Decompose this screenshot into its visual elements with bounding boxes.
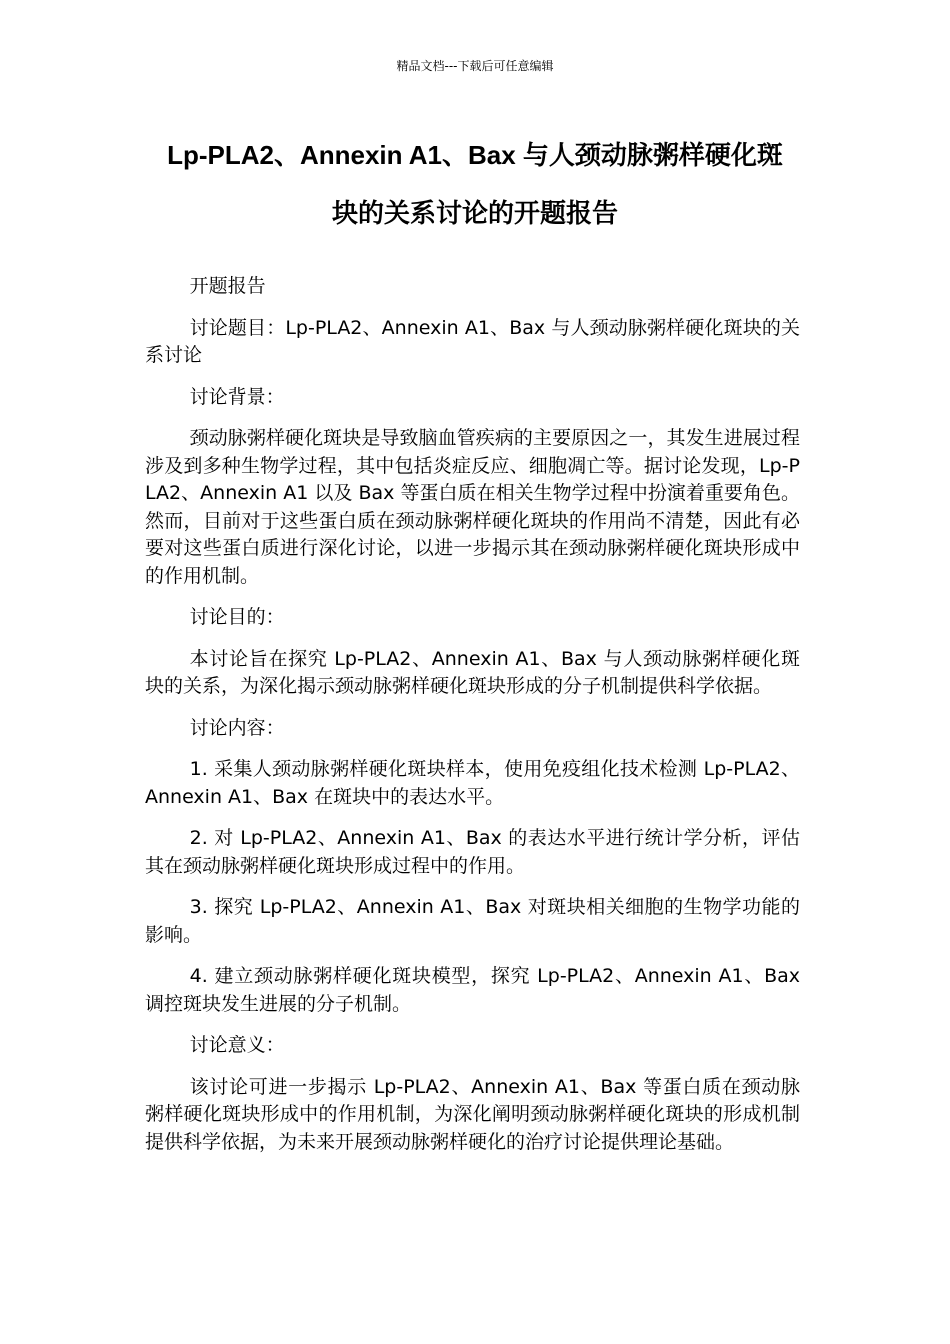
- purpose-paragraph: 本讨论旨在探究 Lp-PLA2、Annexin A1、Bax 与人颈动脉粥样硬化斑块的关系，为深化揭示颈动脉粥样硬化斑块形成的分子机制提供科学依据。: [145, 647, 800, 697]
- topic-paragraph: 讨论题目：Lp-PLA2、Annexin A1、Bax 与人颈动脉粥样硬化斑块的关系讨论: [145, 316, 800, 366]
- background-paragraph: 颈动脉粥样硬化斑块是导致脑血管疾病的主要原因之一，其发生进展过程涉及到多种生物学过程，其中包括炎症反应、细胞凋亡等。据讨论发现，Lp-PLA2、Annexin A1 以及 Bax 等蛋白质在相关生物学过程中扮演着重要角色。然而，目前对于这些蛋白质在颈动脉粥样硬化斑块的作用尚不清楚，因此有必要对这些蛋白质进行深化讨论，以进一步揭示其在颈动脉粥样硬化斑块形成中的作用机制。: [145, 427, 800, 587]
- section-heading-significance: 讨论意义：: [189, 1034, 285, 1056]
- content-item-4: 4. 建立颈动脉粥样硬化斑块模型，探究 Lp-PLA2、Annexin A1、Bax 调控斑块发生进展的分子机制。: [145, 965, 800, 1015]
- document-body: [145, 273, 800, 1170]
- section-heading-background: 讨论背景：: [189, 385, 285, 408]
- content-item-3: 3. 探究 Lp-PLA2、Annexin A1、Bax 对斑块相关细胞的生物学功能的影响。: [145, 896, 800, 946]
- document-title-line-1: Lp-PLA2、Annexin A1、Bax 与人颈动脉粥样硬化斑: [167, 140, 783, 170]
- section-heading-purpose: 讨论目的：: [189, 606, 285, 628]
- section-label-report: 开题报告: [189, 275, 266, 297]
- section-heading-content: 讨论内容：: [189, 716, 285, 739]
- content-item-2: 2. 对 Lp-PLA2、Annexin A1、Bax 的表达水平进行统计学分析，评估其在颈动脉粥样硬化斑块形成过程中的作用。: [145, 827, 800, 877]
- content-item-1: 1. 采集人颈动脉粥样硬化斑块样本，使用免疫组化技术检测 Lp-PLA2、Annexin A1、Bax 在斑块中的表达水平。: [145, 758, 800, 808]
- document-title-line-2: 块的关系讨论的开题报告: [331, 198, 618, 228]
- significance-paragraph: 该讨论可进一步揭示 Lp-PLA2、Annexin A1、Bax 等蛋白质在颈动脉粥样硬化斑块形成中的作用机制，为深化阐明颈动脉粥样硬化斑块的形成机制提供科学依据，为未来开展颈动脉粥样硬化的治疗讨论提供理论基础。: [145, 1075, 800, 1153]
- header-note: 精品文档---下载后可任意编辑: [396, 59, 554, 73]
